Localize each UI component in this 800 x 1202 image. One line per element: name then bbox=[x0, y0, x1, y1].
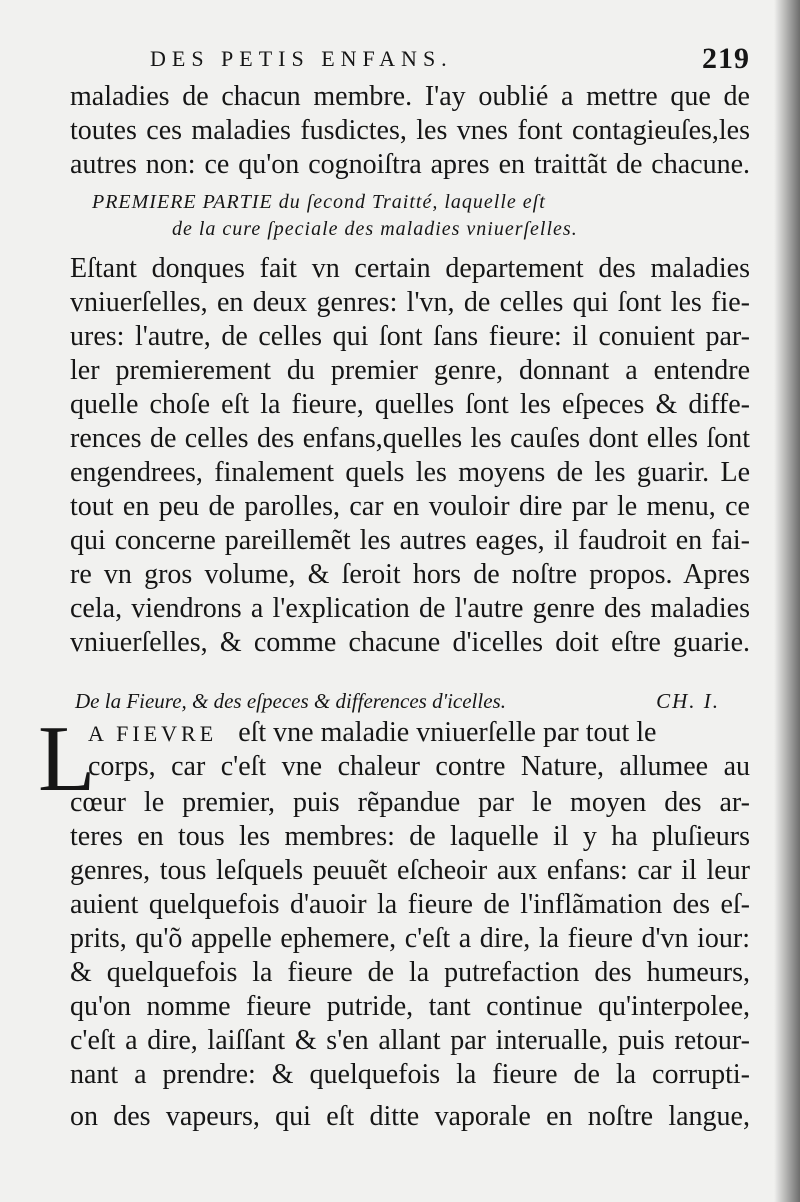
text-line: ures: l'autre, de celles qui ſont ſans fieure: il conuient par- bbox=[70, 321, 750, 352]
text-line: Eſtant donques fait vn certain departement des maladies bbox=[70, 253, 750, 284]
text-line: & quelquefois la fieure de la putrefaction des humeurs, bbox=[70, 957, 750, 988]
text-line: autres non: ce qu'on cognoiſtra apres en traittãt de chacune. bbox=[70, 149, 750, 180]
text-line: tout en peu de parolles, car en vouloir dire par le menu, ce bbox=[70, 491, 750, 522]
chapter-first-word: A FIEVRE bbox=[88, 721, 218, 746]
running-head-title: DES PETIS ENFANS. bbox=[150, 46, 453, 71]
text-line: toutes ces maladies fusdictes, les vnes font contagieuſes,les bbox=[70, 115, 750, 146]
text-line: qu'on nomme fieure putride, tant continue qu'interpolee, bbox=[70, 991, 750, 1022]
text-line: cœur le premier, puis rẽpandue par le moyen des ar- bbox=[70, 787, 750, 818]
text-line: genres, tous leſquels peuuẽt eſcheoir aux enfans: car il leur bbox=[70, 855, 750, 886]
text-line: ler premierement du premier genre, donnant a entendre bbox=[70, 355, 750, 386]
text-line: auient quelquefois d'auoir la fieure de l'inflãmation des eſ- bbox=[70, 889, 750, 920]
text-line: eſt vne maladie vniuerſelle par tout le bbox=[238, 717, 657, 748]
text-line: nant a prendre: & quelquefois la fieure de la corrupti- bbox=[70, 1059, 750, 1090]
running-head bbox=[150, 42, 750, 80]
text-line: re vn gros volume, & ſeroit hors de noſtre propos. Apres bbox=[70, 559, 750, 590]
text-line: on des vapeurs, qui eſt ditte vaporale en noſtre langue, bbox=[70, 1101, 750, 1132]
chapter-heading bbox=[75, 689, 750, 719]
text-line: vniuerſelles, & comme chacune d'icelles doit eſtre guarie. bbox=[70, 627, 750, 658]
text-line: maladies de chacun membre. I'ay oublié a mettre que de bbox=[70, 81, 750, 112]
chapter-number: CH. I. bbox=[656, 689, 720, 713]
chapter-first-line bbox=[88, 716, 750, 751]
page-edge-shadow bbox=[774, 0, 800, 1202]
section-heading-line: de la cure ſpeciale des maladies vniuerſelles. bbox=[172, 218, 578, 240]
chapter-title: De la Fieure, & des eſpeces & differences d'icelles. bbox=[75, 689, 506, 713]
text-line: engendrees, finalement quels les moyens de les guarir. Le bbox=[70, 457, 750, 488]
page-number: 219 bbox=[702, 42, 750, 75]
text-line: rences de celles des enfans,quelles les cauſes dont elles ſont bbox=[70, 423, 750, 454]
text-line: qui concerne pareillemẽt les autres eages, il faudroit en fai- bbox=[70, 525, 750, 556]
text-line: quelle choſe eſt la fieure, quelles ſont les eſpeces & diffe- bbox=[70, 389, 750, 420]
drop-cap: L bbox=[38, 707, 96, 811]
text-line: teres en tous les membres: de laquelle il y ha pluſieurs bbox=[70, 821, 750, 852]
section-heading-line: PREMIERE PARTIE du ſecond Traitté, laquelle eſt bbox=[92, 191, 546, 213]
text-line: cela, viendrons a l'explication de l'autre genre des maladies bbox=[70, 593, 750, 624]
text-line: c'eſt a dire, laiſſant & s'en allant par interualle, puis retour- bbox=[70, 1025, 750, 1056]
text-line: prits, qu'õ appelle ephemere, c'eſt a dire, la fieure d'vn iour: bbox=[70, 923, 750, 954]
text-line: corps, car c'eſt vne chaleur contre Nature, allumee au bbox=[88, 751, 750, 782]
text-line: vniuerſelles, en deux genres: l'vn, de celles qui ſont les fie- bbox=[70, 287, 750, 318]
